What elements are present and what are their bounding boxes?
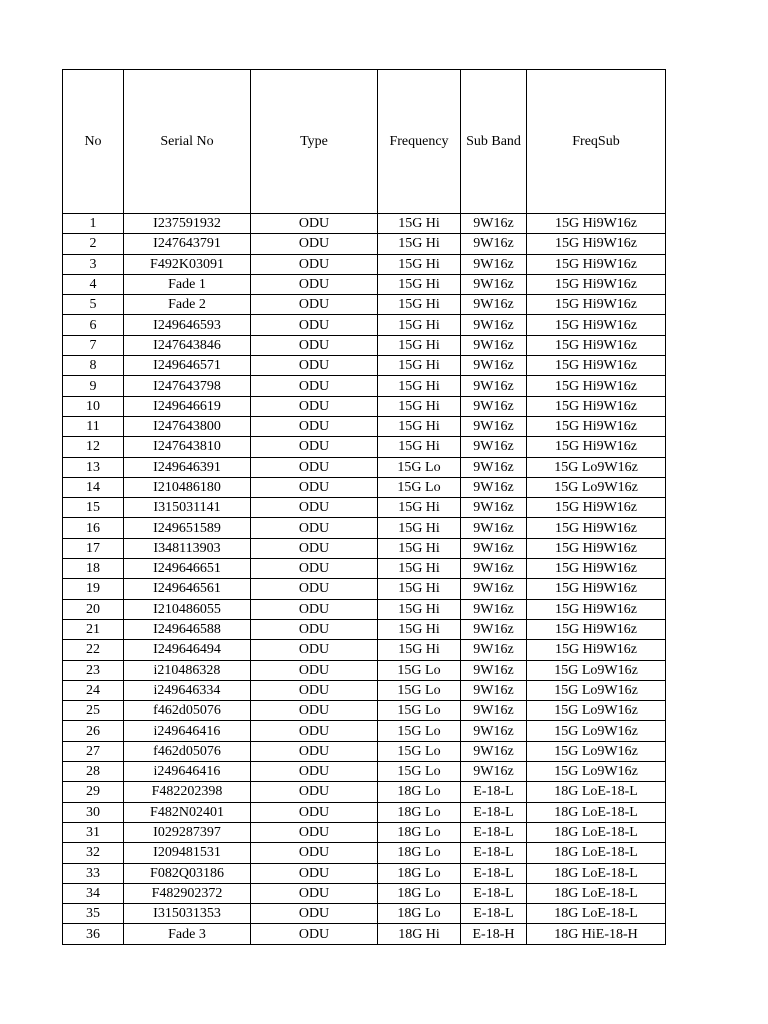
cell-type: ODU (251, 741, 378, 761)
cell-serial-no: I249651589 (124, 518, 251, 538)
cell-frequency: 15G Hi (378, 416, 461, 436)
cell-no: 19 (63, 579, 124, 599)
column-header-type: Type (251, 70, 378, 214)
cell-frequency: 18G Lo (378, 843, 461, 863)
cell-no: 9 (63, 376, 124, 396)
cell-type: ODU (251, 680, 378, 700)
table-row (63, 680, 666, 700)
table-row (63, 660, 666, 680)
cell-frequency: 15G Hi (378, 498, 461, 518)
cell-serial-no: F482202398 (124, 782, 251, 802)
cell-freqsub: 15G Lo9W16z (527, 741, 666, 761)
cell-no: 28 (63, 762, 124, 782)
cell-serial-no: I249646651 (124, 559, 251, 579)
cell-serial-no: I249646494 (124, 640, 251, 660)
cell-freqsub: 18G LoE-18-L (527, 904, 666, 924)
cell-sub-band: E-18-L (461, 802, 527, 822)
cell-serial-no: F482902372 (124, 883, 251, 903)
cell-freqsub: 15G Hi9W16z (527, 234, 666, 254)
cell-type: ODU (251, 376, 378, 396)
cell-no: 24 (63, 680, 124, 700)
cell-freqsub: 15G Hi9W16z (527, 315, 666, 335)
cell-no: 3 (63, 254, 124, 274)
cell-no: 21 (63, 619, 124, 639)
table-row (63, 843, 666, 863)
cell-type: ODU (251, 599, 378, 619)
cell-sub-band: 9W16z (461, 762, 527, 782)
cell-type: ODU (251, 924, 378, 944)
cell-type: ODU (251, 457, 378, 477)
cell-sub-band: 9W16z (461, 680, 527, 700)
cell-frequency: 15G Lo (378, 762, 461, 782)
cell-freqsub: 15G Lo9W16z (527, 762, 666, 782)
cell-freqsub: 15G Hi9W16z (527, 619, 666, 639)
cell-frequency: 15G Hi (378, 579, 461, 599)
cell-sub-band: 9W16z (461, 416, 527, 436)
cell-no: 2 (63, 234, 124, 254)
table-row (63, 883, 666, 903)
cell-serial-no: F082Q03186 (124, 863, 251, 883)
cell-serial-no: I249646391 (124, 457, 251, 477)
cell-sub-band: 9W16z (461, 701, 527, 721)
table-row (63, 863, 666, 883)
cell-no: 22 (63, 640, 124, 660)
cell-frequency: 15G Hi (378, 254, 461, 274)
cell-serial-no: I247643791 (124, 234, 251, 254)
cell-frequency: 15G Hi (378, 214, 461, 234)
cell-frequency: 15G Hi (378, 437, 461, 457)
table-row (63, 437, 666, 457)
cell-sub-band: 9W16z (461, 396, 527, 416)
cell-type: ODU (251, 619, 378, 639)
cell-serial-no: I315031141 (124, 498, 251, 518)
cell-type: ODU (251, 538, 378, 558)
cell-sub-band: E-18-L (461, 883, 527, 903)
cell-frequency: 15G Lo (378, 680, 461, 700)
cell-sub-band: E-18-L (461, 904, 527, 924)
table-row (63, 619, 666, 639)
cell-freqsub: 15G Hi9W16z (527, 416, 666, 436)
cell-frequency: 15G Hi (378, 396, 461, 416)
cell-frequency: 15G Lo (378, 701, 461, 721)
cell-type: ODU (251, 843, 378, 863)
cell-sub-band: 9W16z (461, 741, 527, 761)
cell-frequency: 18G Lo (378, 883, 461, 903)
cell-frequency: 15G Lo (378, 457, 461, 477)
cell-frequency: 15G Lo (378, 721, 461, 741)
cell-sub-band: 9W16z (461, 579, 527, 599)
table-row (63, 295, 666, 315)
table-row (63, 762, 666, 782)
table-row (63, 904, 666, 924)
cell-sub-band: 9W16z (461, 721, 527, 741)
cell-no: 20 (63, 599, 124, 619)
column-header-sub-band: Sub Band (461, 70, 527, 214)
cell-type: ODU (251, 234, 378, 254)
table-row (63, 559, 666, 579)
cell-serial-no: Fade 2 (124, 295, 251, 315)
cell-no: 11 (63, 416, 124, 436)
cell-freqsub: 15G Hi9W16z (527, 498, 666, 518)
cell-type: ODU (251, 214, 378, 234)
cell-no: 10 (63, 396, 124, 416)
cell-freqsub: 18G HiE-18-H (527, 924, 666, 944)
table-row (63, 822, 666, 842)
cell-sub-band: E-18-L (461, 843, 527, 863)
cell-freqsub: 18G LoE-18-L (527, 883, 666, 903)
cell-type: ODU (251, 396, 378, 416)
cell-type: ODU (251, 660, 378, 680)
cell-type: ODU (251, 904, 378, 924)
table-row (63, 234, 666, 254)
cell-freqsub: 15G Lo9W16z (527, 701, 666, 721)
cell-type: ODU (251, 416, 378, 436)
cell-serial-no: i249646416 (124, 762, 251, 782)
cell-sub-band: 9W16z (461, 295, 527, 315)
cell-no: 8 (63, 356, 124, 376)
cell-sub-band: E-18-L (461, 782, 527, 802)
cell-sub-band: 9W16z (461, 477, 527, 497)
cell-frequency: 15G Hi (378, 274, 461, 294)
cell-freqsub: 15G Hi9W16z (527, 559, 666, 579)
cell-type: ODU (251, 559, 378, 579)
cell-type: ODU (251, 863, 378, 883)
cell-freqsub: 15G Hi9W16z (527, 274, 666, 294)
cell-type: ODU (251, 701, 378, 721)
table-row (63, 335, 666, 355)
cell-frequency: 15G Lo (378, 660, 461, 680)
cell-no: 18 (63, 559, 124, 579)
table-row (63, 315, 666, 335)
cell-freqsub: 15G Hi9W16z (527, 640, 666, 660)
cell-type: ODU (251, 254, 378, 274)
cell-sub-band: 9W16z (461, 559, 527, 579)
cell-serial-no: I210486055 (124, 599, 251, 619)
cell-serial-no: I249646593 (124, 315, 251, 335)
cell-no: 26 (63, 721, 124, 741)
cell-type: ODU (251, 762, 378, 782)
table-row (63, 274, 666, 294)
cell-no: 6 (63, 315, 124, 335)
column-header-freqsub: FreqSub (527, 70, 666, 214)
cell-serial-no: F482N02401 (124, 802, 251, 822)
cell-frequency: 15G Hi (378, 376, 461, 396)
cell-frequency: 18G Hi (378, 924, 461, 944)
cell-sub-band: 9W16z (461, 234, 527, 254)
cell-sub-band: 9W16z (461, 457, 527, 477)
cell-sub-band: 9W16z (461, 254, 527, 274)
table-row (63, 396, 666, 416)
cell-freqsub: 18G LoE-18-L (527, 822, 666, 842)
cell-type: ODU (251, 802, 378, 822)
cell-freqsub: 15G Hi9W16z (527, 518, 666, 538)
cell-frequency: 15G Hi (378, 559, 461, 579)
cell-sub-band: 9W16z (461, 315, 527, 335)
table-row (63, 457, 666, 477)
cell-serial-no: f462d05076 (124, 741, 251, 761)
cell-serial-no: Fade 1 (124, 274, 251, 294)
table-row (63, 376, 666, 396)
cell-type: ODU (251, 477, 378, 497)
cell-freqsub: 15G Hi9W16z (527, 356, 666, 376)
cell-freqsub: 15G Hi9W16z (527, 295, 666, 315)
cell-freqsub: 18G LoE-18-L (527, 782, 666, 802)
cell-sub-band: 9W16z (461, 599, 527, 619)
table-row (63, 924, 666, 944)
cell-frequency: 18G Lo (378, 782, 461, 802)
table-row (63, 477, 666, 497)
cell-serial-no: I210486180 (124, 477, 251, 497)
cell-frequency: 18G Lo (378, 863, 461, 883)
data-table (62, 69, 666, 945)
table-row (63, 498, 666, 518)
cell-no: 13 (63, 457, 124, 477)
cell-frequency: 15G Hi (378, 295, 461, 315)
cell-sub-band: 9W16z (461, 437, 527, 457)
table-row (63, 782, 666, 802)
cell-no: 23 (63, 660, 124, 680)
cell-type: ODU (251, 822, 378, 842)
table-row (63, 802, 666, 822)
column-header-serial-no: Serial No (124, 70, 251, 214)
cell-serial-no: i210486328 (124, 660, 251, 680)
cell-freqsub: 15G Hi9W16z (527, 376, 666, 396)
cell-no: 29 (63, 782, 124, 802)
cell-sub-band: 9W16z (461, 274, 527, 294)
table-row (63, 640, 666, 660)
column-header-no: No (63, 70, 124, 214)
cell-frequency: 15G Hi (378, 315, 461, 335)
cell-no: 34 (63, 883, 124, 903)
cell-freqsub: 15G Hi9W16z (527, 538, 666, 558)
cell-serial-no: I209481531 (124, 843, 251, 863)
cell-serial-no: I249646561 (124, 579, 251, 599)
cell-frequency: 15G Hi (378, 234, 461, 254)
cell-type: ODU (251, 782, 378, 802)
cell-serial-no: Fade 3 (124, 924, 251, 944)
table-row (63, 701, 666, 721)
cell-frequency: 15G Hi (378, 335, 461, 355)
cell-no: 5 (63, 295, 124, 315)
cell-serial-no: I249646588 (124, 619, 251, 639)
cell-serial-no: i249646334 (124, 680, 251, 700)
cell-freqsub: 15G Lo9W16z (527, 660, 666, 680)
cell-freqsub: 15G Hi9W16z (527, 335, 666, 355)
table-row (63, 721, 666, 741)
table-row (63, 254, 666, 274)
cell-frequency: 15G Hi (378, 356, 461, 376)
cell-serial-no: I315031353 (124, 904, 251, 924)
cell-serial-no: i249646416 (124, 721, 251, 741)
table-row (63, 579, 666, 599)
cell-no: 32 (63, 843, 124, 863)
cell-frequency: 15G Hi (378, 538, 461, 558)
cell-freqsub: 15G Hi9W16z (527, 599, 666, 619)
cell-serial-no: I249646619 (124, 396, 251, 416)
cell-frequency: 15G Lo (378, 477, 461, 497)
cell-sub-band: 9W16z (461, 538, 527, 558)
cell-serial-no: I247643846 (124, 335, 251, 355)
cell-frequency: 15G Lo (378, 741, 461, 761)
cell-frequency: 18G Lo (378, 904, 461, 924)
cell-sub-band: 9W16z (461, 356, 527, 376)
cell-sub-band: 9W16z (461, 660, 527, 680)
cell-type: ODU (251, 335, 378, 355)
cell-type: ODU (251, 498, 378, 518)
cell-no: 33 (63, 863, 124, 883)
cell-sub-band: E-18-L (461, 863, 527, 883)
cell-type: ODU (251, 437, 378, 457)
cell-type: ODU (251, 356, 378, 376)
table-header (63, 70, 666, 214)
cell-freqsub: 15G Lo9W16z (527, 680, 666, 700)
cell-sub-band: 9W16z (461, 619, 527, 639)
cell-no: 12 (63, 437, 124, 457)
cell-type: ODU (251, 721, 378, 741)
cell-sub-band: 9W16z (461, 498, 527, 518)
cell-no: 17 (63, 538, 124, 558)
cell-no: 16 (63, 518, 124, 538)
table-row (63, 416, 666, 436)
table-row (63, 538, 666, 558)
cell-sub-band: E-18-L (461, 822, 527, 842)
cell-freqsub: 15G Hi9W16z (527, 214, 666, 234)
cell-no: 4 (63, 274, 124, 294)
table-row (63, 518, 666, 538)
cell-serial-no: I348113903 (124, 538, 251, 558)
table-row (63, 599, 666, 619)
cell-frequency: 15G Hi (378, 599, 461, 619)
header-row (63, 70, 666, 214)
cell-type: ODU (251, 883, 378, 903)
cell-type: ODU (251, 518, 378, 538)
cell-freqsub: 15G Hi9W16z (527, 579, 666, 599)
table-row (63, 214, 666, 234)
cell-type: ODU (251, 315, 378, 335)
cell-no: 7 (63, 335, 124, 355)
cell-freqsub: 18G LoE-18-L (527, 843, 666, 863)
cell-no: 35 (63, 904, 124, 924)
cell-frequency: 15G Hi (378, 640, 461, 660)
cell-serial-no: I029287397 (124, 822, 251, 842)
cell-sub-band: 9W16z (461, 214, 527, 234)
cell-freqsub: 15G Lo9W16z (527, 477, 666, 497)
cell-freqsub: 15G Hi9W16z (527, 254, 666, 274)
cell-no: 31 (63, 822, 124, 842)
cell-no: 27 (63, 741, 124, 761)
cell-serial-no: I237591932 (124, 214, 251, 234)
table-body (63, 214, 666, 945)
cell-frequency: 15G Hi (378, 518, 461, 538)
cell-no: 30 (63, 802, 124, 822)
cell-sub-band: 9W16z (461, 640, 527, 660)
cell-type: ODU (251, 274, 378, 294)
cell-sub-band: 9W16z (461, 518, 527, 538)
table-row (63, 356, 666, 376)
cell-freqsub: 15G Hi9W16z (527, 396, 666, 416)
cell-serial-no: I249646571 (124, 356, 251, 376)
cell-sub-band: 9W16z (461, 335, 527, 355)
cell-freqsub: 18G LoE-18-L (527, 802, 666, 822)
cell-serial-no: f462d05076 (124, 701, 251, 721)
cell-serial-no: I247643810 (124, 437, 251, 457)
cell-serial-no: I247643800 (124, 416, 251, 436)
cell-frequency: 18G Lo (378, 802, 461, 822)
cell-no: 15 (63, 498, 124, 518)
cell-serial-no: F492K03091 (124, 254, 251, 274)
table-row (63, 741, 666, 761)
cell-no: 1 (63, 214, 124, 234)
cell-sub-band: 9W16z (461, 376, 527, 396)
cell-freqsub: 15G Lo9W16z (527, 457, 666, 477)
cell-no: 36 (63, 924, 124, 944)
cell-freqsub: 18G LoE-18-L (527, 863, 666, 883)
cell-type: ODU (251, 295, 378, 315)
cell-no: 14 (63, 477, 124, 497)
cell-type: ODU (251, 640, 378, 660)
cell-serial-no: I247643798 (124, 376, 251, 396)
cell-type: ODU (251, 579, 378, 599)
cell-no: 25 (63, 701, 124, 721)
cell-frequency: 18G Lo (378, 822, 461, 842)
cell-freqsub: 15G Lo9W16z (527, 721, 666, 741)
cell-frequency: 15G Hi (378, 619, 461, 639)
cell-freqsub: 15G Hi9W16z (527, 437, 666, 457)
cell-sub-band: E-18-H (461, 924, 527, 944)
column-header-frequency: Frequency (378, 70, 461, 214)
